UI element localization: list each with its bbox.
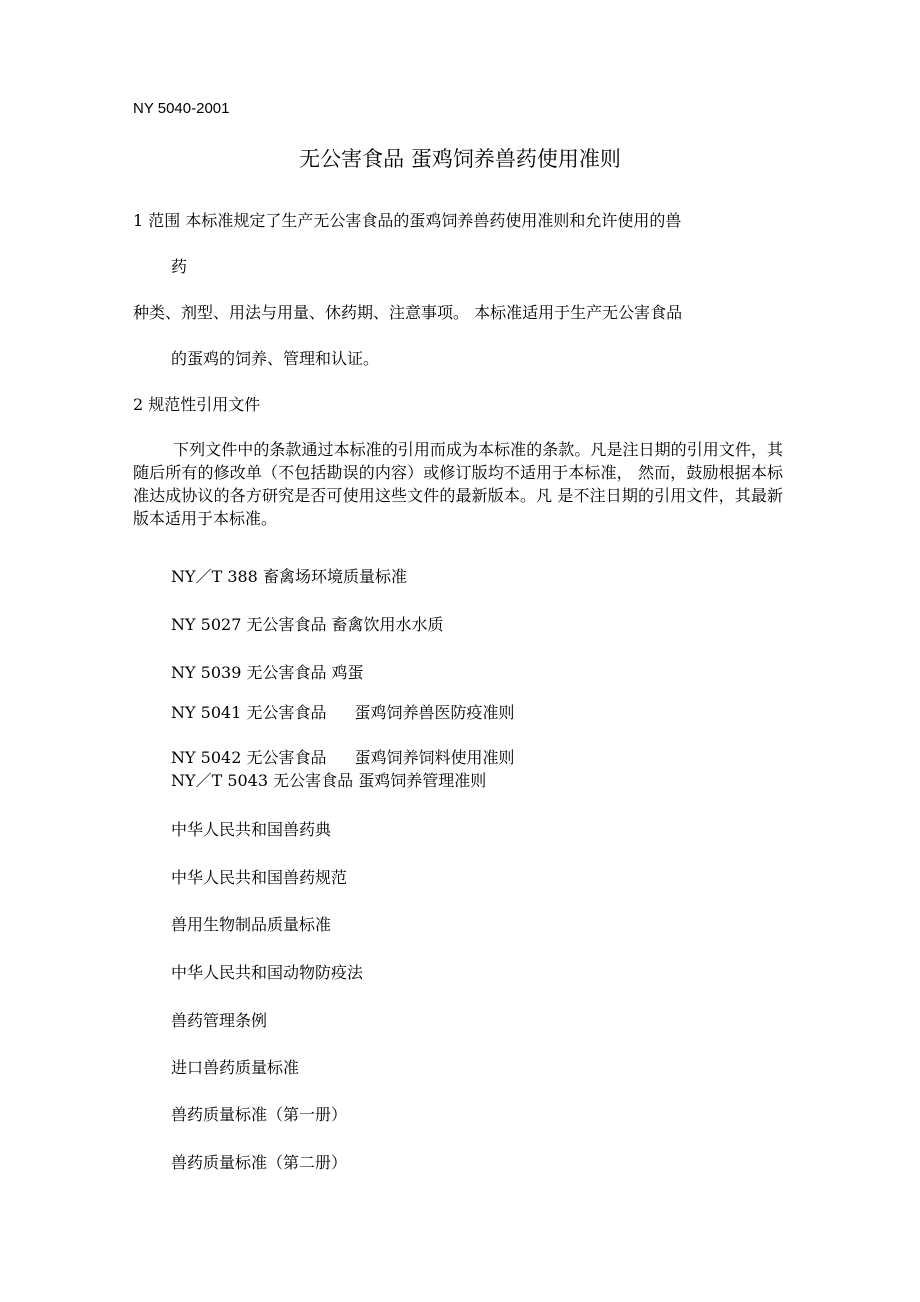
reference-item: 中华人民共和国兽药典 xyxy=(171,820,332,839)
reference-name: 无公害食品 畜禽饮用水水质 xyxy=(246,615,444,634)
reference-code: NY／T 388 xyxy=(171,567,258,586)
section-1-line-2: 药 xyxy=(171,257,188,276)
reference-item: 中华人民共和国兽药规范 xyxy=(171,868,348,887)
section-1-line-3: 种类、剂型、用法与用量、休药期、注意事项。 本标准适用于生产无公害食品 xyxy=(133,303,683,322)
section-1-heading: 1 范围 本标准规定了生产无公害食品的蛋鸡饲养兽药使用准则和允许使用的兽 xyxy=(133,211,682,230)
section-2-paragraph xyxy=(133,438,783,530)
standard-code: NY 5040-2001 xyxy=(133,100,230,117)
section-2-paragraph-text: 下列文件中的条款通过本标准的引用而成为本标准的条款。凡是注日期的引用文件，其随后所有的修改单（不包括勘误的内容）或修订版均不适用于本标准， 然而，鼓励根据本标准达成协议的各方研究是否可使用这些文件的最新版本。凡 是不注日期的引用文件，其最新版本适用于本标准。 xyxy=(133,440,783,528)
reference-code: NY 5042 xyxy=(171,748,242,767)
reference-item xyxy=(171,564,407,587)
reference-item: 兽用生物制品质量标准 xyxy=(171,915,332,934)
reference-code: NY 5041 xyxy=(171,703,242,722)
reference-item xyxy=(171,660,364,683)
reference-item: 兽药质量标准（第一册） xyxy=(171,1105,348,1124)
reference-item: 兽药质量标准（第二册） xyxy=(171,1153,348,1172)
reference-name-prefix: 无公害食品 xyxy=(246,703,327,722)
reference-item: 进口兽药质量标准 xyxy=(171,1058,300,1077)
reference-code: NY／T 5043 xyxy=(171,771,269,790)
reference-item xyxy=(171,745,515,768)
reference-item: 中华人民共和国动物防疫法 xyxy=(171,963,364,982)
reference-name: 无公害食品 鸡蛋 xyxy=(246,663,364,682)
reference-code: NY 5039 xyxy=(171,663,242,682)
document-title: 无公害食品 蛋鸡饲养兽药使用准则 xyxy=(299,147,621,171)
section-2-heading: 2 规范性引用文件 xyxy=(133,395,261,414)
reference-name: 畜禽场环境质量标准 xyxy=(262,567,407,586)
reference-name: 蛋鸡饲养饲料使用准则 xyxy=(354,748,515,767)
section-1-line-4: 的蛋鸡的饲养、管理和认证。 xyxy=(171,349,380,368)
reference-name-prefix: 无公害食品 xyxy=(246,748,327,767)
reference-item: 兽药管理条例 xyxy=(171,1011,268,1030)
reference-name: 蛋鸡饲养兽医防疫准则 xyxy=(354,703,515,722)
reference-item xyxy=(171,700,515,723)
reference-item xyxy=(171,612,444,635)
reference-code: NY 5027 xyxy=(171,615,242,634)
reference-name: 无公害食品 蛋鸡饲养管理准则 xyxy=(273,771,487,790)
reference-item xyxy=(171,768,486,791)
